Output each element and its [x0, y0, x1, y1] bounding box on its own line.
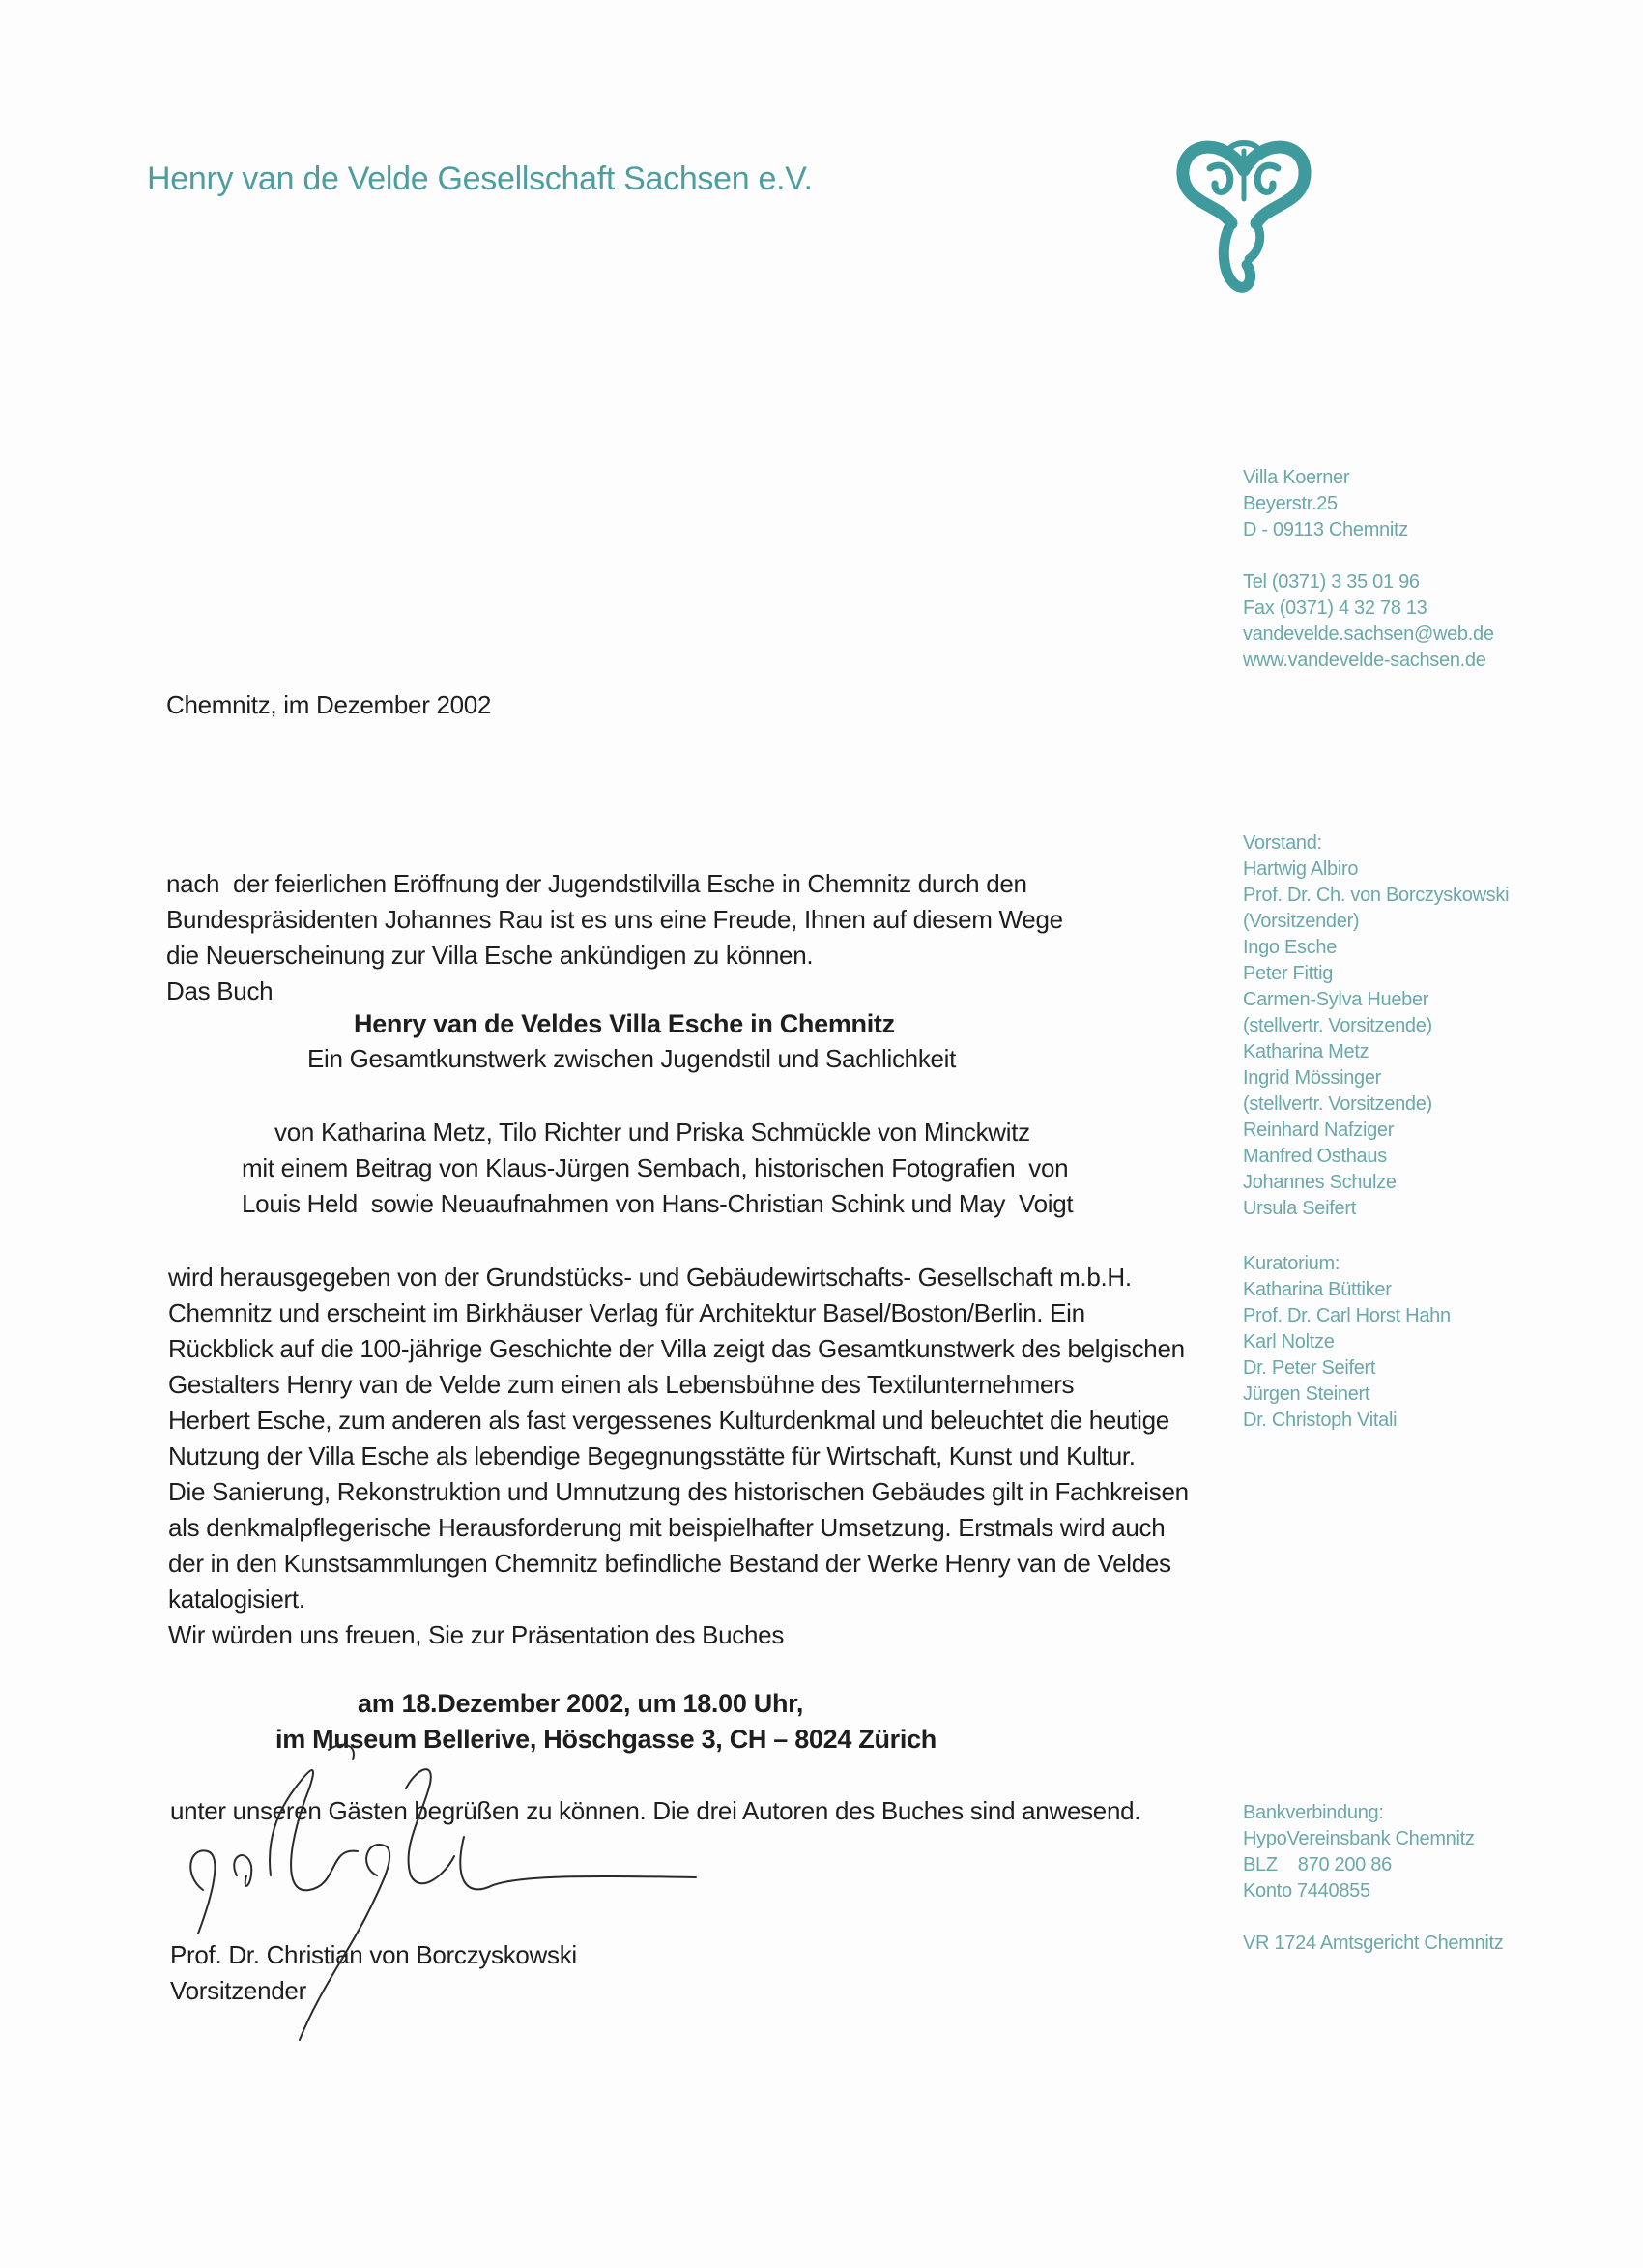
text-line: Gestalters Henry van de Velde zum einen als Lebensbühne des Textilunternehmers	[168, 1370, 1075, 1399]
board-member: (stellvertr. Vorsitzende)	[1243, 1093, 1432, 1115]
board-member: Peter Fittig	[1243, 963, 1334, 984]
event-location: im Museum Bellerive, Höschgasse 3, CH – 8024 Zürich	[275, 1725, 937, 1754]
bank-account: Konto 7440855	[1243, 1880, 1370, 1902]
curatorium-member: Karl Noltze	[1243, 1331, 1335, 1352]
text-line: Louis Held sowie Neuaufnahmen von Hans-Christian Schink und May Voigt	[242, 1189, 1074, 1218]
text-line: als denkmalpflegerische Herausforderung mit beispielhafter Umsetzung. Erstmals wird auch	[168, 1513, 1166, 1542]
curatorium-member: Dr. Christoph Vitali	[1243, 1410, 1398, 1431]
closing-line: unter unseren Gästen begrüßen zu können. Die drei Autoren des Buches sind anwesend.	[170, 1796, 1141, 1825]
bank-code: BLZ 870 200 86	[1243, 1854, 1392, 1875]
text-line: mit einem Beitrag von Klaus-Jürgen Sembach, historischen Fotografien von	[242, 1153, 1069, 1182]
board-list	[1243, 830, 1509, 1222]
text-line: Herbert Esche, zum anderen als fast vergessenes Kulturdenkmal und beleuchtet die heutige	[168, 1406, 1169, 1435]
bank-name: HypoVereinsbank Chemnitz	[1243, 1828, 1475, 1849]
curatorium-list	[1243, 1251, 1451, 1434]
address-line: Villa Koerner	[1243, 467, 1350, 488]
board-heading: Vorstand:	[1243, 832, 1322, 854]
text-line: katalogisiert.	[168, 1585, 305, 1614]
art-nouveau-ornament-icon	[1171, 131, 1316, 296]
curatorium-heading: Kuratorium:	[1243, 1253, 1340, 1274]
address-line: D - 09113 Chemnitz	[1243, 519, 1408, 540]
board-member: Ingrid Mössinger	[1243, 1067, 1382, 1089]
text-line: Wir würden uns freuen, Sie zur Präsentation des Buches	[168, 1620, 785, 1649]
sender-contact	[1243, 569, 1494, 674]
board-member: Carmen-Sylva Hueber	[1243, 989, 1429, 1010]
curatorium-member: Katharina Büttiker	[1243, 1279, 1392, 1300]
text-line: Rückblick auf die 100-jährige Geschichte der Villa zeigt das Gesamtkunstwerk des belgischen	[168, 1334, 1185, 1363]
text-line: Chemnitz und erscheint im Birkhäuser Verlag für Architektur Basel/Boston/Berlin. Ein	[168, 1298, 1085, 1327]
board-member: (Vorsitzender)	[1243, 911, 1360, 932]
body-paragraph	[168, 1260, 1189, 1653]
book-title: Henry van de Veldes Villa Esche in Chemnitz	[354, 1009, 895, 1038]
board-member: (stellvertr. Vorsitzende)	[1243, 1015, 1432, 1036]
text-line: Bundespräsidenten Johannes Rau ist es uns eine Freude, Ihnen auf diesem Wege	[166, 905, 1063, 934]
signature-block	[170, 1937, 577, 2009]
register-number: VR 1724 Amtsgericht Chemnitz	[1243, 1933, 1504, 1954]
fax-line: Fax (0371) 4 32 78 13	[1243, 597, 1427, 619]
book-authors	[242, 1115, 1074, 1222]
bank-heading: Bankverbindung:	[1243, 1802, 1384, 1823]
board-member: Ursula Seifert	[1243, 1198, 1356, 1219]
text-line: wird herausgegeben von der Grundstücks- und Gebäudewirtschafts- Gesellschaft m.b.H.	[168, 1263, 1132, 1292]
signer-name: Prof. Dr. Christian von Borczyskowski	[170, 1940, 577, 1969]
text-line: der in den Kunstsammlungen Chemnitz befindliche Bestand der Werke Henry van de Veldes	[168, 1549, 1171, 1578]
text-line: Nutzung der Villa Esche als lebendige Begegnungsstätte für Wirtschaft, Kunst und Kultur.	[168, 1441, 1136, 1470]
curatorium-member: Jürgen Steinert	[1243, 1383, 1370, 1405]
organization-name: Henry van de Velde Gesellschaft Sachsen e.V.	[147, 160, 813, 197]
date-line: Chemnitz, im Dezember 2002	[166, 690, 492, 719]
text-line: Das Buch	[166, 976, 274, 1005]
sender-address	[1243, 465, 1408, 543]
board-member: Johannes Schulze	[1243, 1172, 1397, 1193]
board-member: Hartwig Albiro	[1243, 858, 1359, 880]
phone-line: Tel (0371) 3 35 01 96	[1243, 571, 1420, 593]
address-line: Beyerstr.25	[1243, 493, 1338, 514]
board-member: Prof. Dr. Ch. von Borczyskowski	[1243, 885, 1510, 906]
board-member: Katharina Metz	[1243, 1041, 1369, 1062]
board-member: Manfred Osthaus	[1243, 1146, 1387, 1167]
signer-title: Vorsitzender	[170, 1976, 306, 2005]
book-subtitle: Ein Gesamtkunstwerk zwischen Jugendstil und Sachlichkeit	[307, 1044, 957, 1073]
handwritten-signature-icon	[174, 1730, 715, 2069]
curatorium-member: Dr. Peter Seifert	[1243, 1357, 1376, 1379]
email-line: vandevelde.sachsen@web.de	[1243, 624, 1494, 645]
event-date: am 18.Dezember 2002, um 18.00 Uhr,	[358, 1689, 804, 1718]
text-line: von Katharina Metz, Tilo Richter und Priska Schmückle von Minckwitz	[274, 1118, 1030, 1147]
intro-paragraph	[166, 866, 1063, 1009]
board-member: Ingo Esche	[1243, 937, 1338, 958]
bank-details	[1243, 1800, 1475, 1905]
text-line: die Neuerscheinung zur Villa Esche ankündigen zu können.	[166, 941, 814, 970]
text-line: Die Sanierung, Rekonstruktion und Umnutzung des historischen Gebäudes gilt in Fachkreisen	[168, 1477, 1189, 1506]
curatorium-member: Prof. Dr. Carl Horst Hahn	[1243, 1305, 1451, 1326]
website-line: www.vandevelde-sachsen.de	[1243, 650, 1486, 671]
board-member: Reinhard Nafziger	[1243, 1119, 1395, 1141]
text-line: nach der feierlichen Eröffnung der Jugendstilvilla Esche in Chemnitz durch den	[166, 869, 1027, 898]
